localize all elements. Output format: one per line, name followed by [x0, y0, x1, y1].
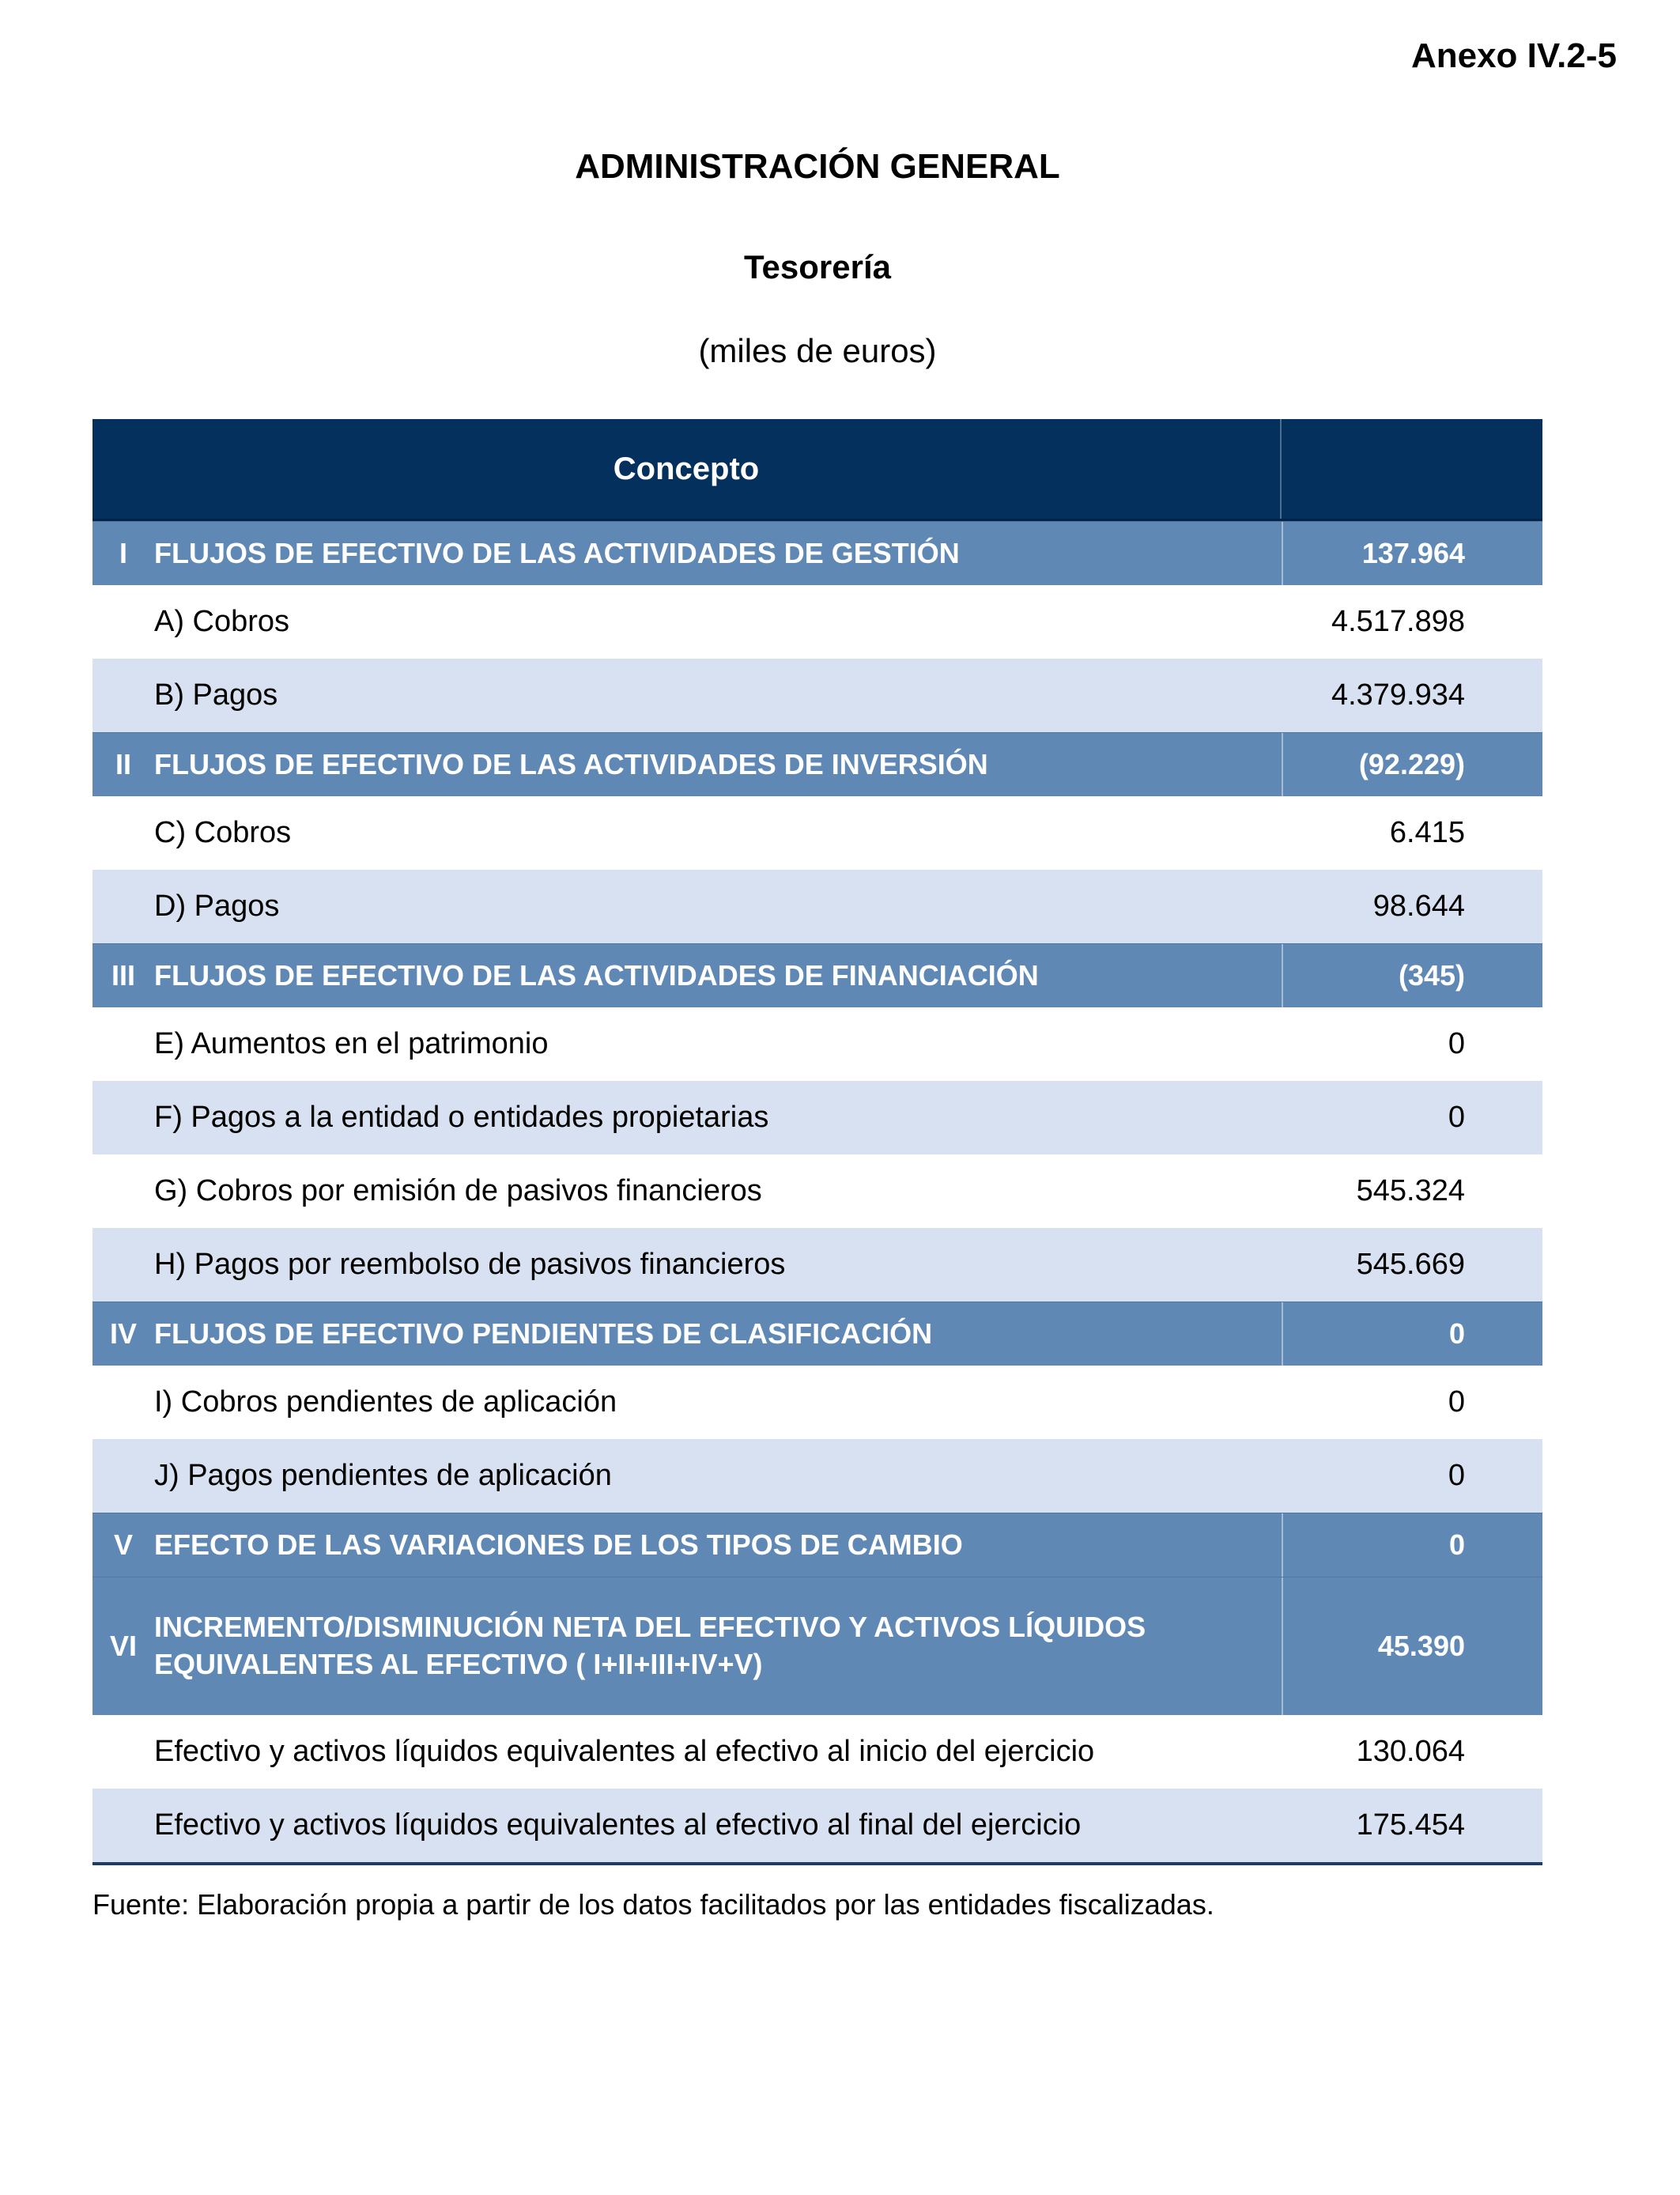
section-row — [92, 732, 1542, 796]
row-value: 545.669 — [1356, 1248, 1465, 1281]
table-body — [92, 521, 1542, 1862]
row-value: 4.379.934 — [1331, 678, 1465, 712]
row-numeral: III — [111, 959, 135, 992]
row-value: 545.324 — [1356, 1174, 1465, 1207]
row-concept — [154, 1302, 1282, 1366]
section-row — [92, 943, 1542, 1007]
row-numeral — [92, 1154, 154, 1228]
row-concept-text: F) Pagos a la entidad o entidades propietarias — [154, 1100, 769, 1134]
row-concept — [154, 870, 1282, 943]
row-value: 175.454 — [1356, 1808, 1465, 1842]
row-value: (92.229) — [1282, 733, 1542, 796]
row-numeral — [92, 585, 154, 659]
row-value: 137.964 — [1282, 522, 1542, 585]
row-concept-text: FLUJOS DE EFECTIVO DE LAS ACTIVIDADES DE INVERSIÓN — [154, 747, 988, 780]
row-concept — [154, 1154, 1282, 1228]
row-concept-text: FLUJOS DE EFECTIVO DE LAS ACTIVIDADES DE FINANCIACIÓN — [154, 958, 1039, 992]
row-numeral — [92, 1439, 154, 1513]
row-concept — [154, 1228, 1282, 1302]
row-value: (345) — [1282, 944, 1542, 1007]
row-concept — [154, 944, 1282, 1007]
row-concept — [154, 1513, 1282, 1577]
table-row — [92, 1228, 1542, 1302]
treasury-table — [92, 419, 1542, 1865]
row-concept-text: FLUJOS DE EFECTIVO DE LAS ACTIVIDADES DE GESTIÓN — [154, 536, 960, 569]
row-value: 0 — [1282, 1513, 1542, 1577]
section-row — [92, 521, 1542, 585]
row-value: 6.415 — [1389, 816, 1465, 849]
table-row — [92, 1715, 1542, 1789]
row-numeral — [92, 1366, 154, 1439]
row-value: 4.517.898 — [1331, 605, 1465, 638]
source-note: Fuente: Elaboración propia a partir de los datos facilitados por las entidades fiscalizadas. — [92, 1888, 1214, 1921]
table-header-value — [1280, 419, 1542, 519]
row-value: 0 — [1448, 1027, 1465, 1060]
row-concept — [154, 659, 1282, 732]
row-numeral — [92, 1789, 154, 1862]
row-numeral — [92, 1715, 154, 1789]
table-header-row — [92, 419, 1542, 521]
row-concept-text: J) Pagos pendientes de aplicación — [154, 1458, 612, 1492]
table-row — [92, 1366, 1542, 1439]
row-concept — [154, 1577, 1282, 1715]
row-value: 0 — [1448, 1459, 1465, 1492]
table-row — [92, 659, 1542, 732]
table-header-concept: Concepto — [613, 451, 760, 486]
row-numeral — [92, 659, 154, 732]
row-numeral — [92, 870, 154, 943]
table-row — [92, 1789, 1542, 1862]
row-numeral: I — [119, 537, 127, 569]
row-numeral — [92, 1081, 154, 1154]
section-row — [92, 1513, 1542, 1577]
row-value: 45.390 — [1282, 1577, 1542, 1715]
row-value: 130.064 — [1356, 1735, 1465, 1768]
row-concept-text: B) Pagos — [154, 678, 278, 712]
row-concept-text: Efectivo y activos líquidos equivalentes al efectivo al inicio del ejercicio — [154, 1734, 1095, 1768]
row-concept-text: C) Cobros — [154, 815, 292, 849]
row-numeral — [92, 1228, 154, 1302]
row-concept — [154, 1081, 1282, 1154]
table-row — [92, 796, 1542, 870]
row-concept — [154, 1789, 1282, 1862]
row-value: 98.644 — [1372, 890, 1465, 923]
row-numeral: VI — [109, 1630, 137, 1662]
page-title: ADMINISTRACIÓN GENERAL — [575, 147, 1060, 186]
row-concept-text: EFECTO DE LAS VARIACIONES DE LOS TIPOS DE CAMBIO — [154, 1528, 963, 1561]
row-concept — [154, 796, 1282, 870]
row-concept-text: G) Cobros por emisión de pasivos financieros — [154, 1173, 762, 1207]
row-numeral: IV — [109, 1317, 137, 1350]
table-row — [92, 585, 1542, 659]
row-concept — [154, 1439, 1282, 1513]
row-concept — [154, 1715, 1282, 1789]
row-numeral: V — [113, 1528, 133, 1561]
row-concept-text: A) Cobros — [154, 604, 290, 638]
row-numeral: II — [115, 748, 131, 780]
row-concept — [154, 1366, 1282, 1439]
row-value: 0 — [1282, 1302, 1542, 1366]
page-subtitle: Tesorería — [744, 248, 891, 285]
row-concept-text: D) Pagos — [154, 889, 280, 923]
row-value: 0 — [1448, 1385, 1465, 1419]
section-row — [92, 1302, 1542, 1366]
row-concept — [154, 522, 1282, 585]
row-concept-text: I) Cobros pendientes de aplicación — [154, 1385, 617, 1419]
row-concept-text: Efectivo y activos líquidos equivalentes al efectivo al final del ejercicio — [154, 1808, 1082, 1842]
row-concept-text: INCREMENTO/DISMINUCIÓN NETA DEL EFECTIVO Y ACTIVOS LÍQUIDOS EQUIVALENTES AL EFECTIVO ( I+II+III+IV+V) — [154, 1611, 1146, 1680]
table-row — [92, 1439, 1542, 1513]
table-row — [92, 1081, 1542, 1154]
table-row — [92, 870, 1542, 943]
table-row — [92, 1007, 1542, 1081]
row-numeral — [92, 796, 154, 870]
row-concept — [154, 585, 1282, 659]
table-row — [92, 1154, 1542, 1228]
row-concept — [154, 1007, 1282, 1081]
units-label: (miles de euros) — [698, 332, 937, 369]
row-concept — [154, 733, 1282, 796]
row-numeral — [92, 1007, 154, 1081]
row-concept-text: FLUJOS DE EFECTIVO PENDIENTES DE CLASIFICACIÓN — [154, 1317, 933, 1350]
annex-label: Anexo IV.2-5 — [1410, 36, 1617, 75]
section-row — [92, 1577, 1542, 1715]
row-value: 0 — [1448, 1101, 1465, 1134]
row-concept-text: H) Pagos por reembolso de pasivos financieros — [154, 1247, 786, 1281]
row-concept-text: E) Aumentos en el patrimonio — [154, 1026, 549, 1060]
